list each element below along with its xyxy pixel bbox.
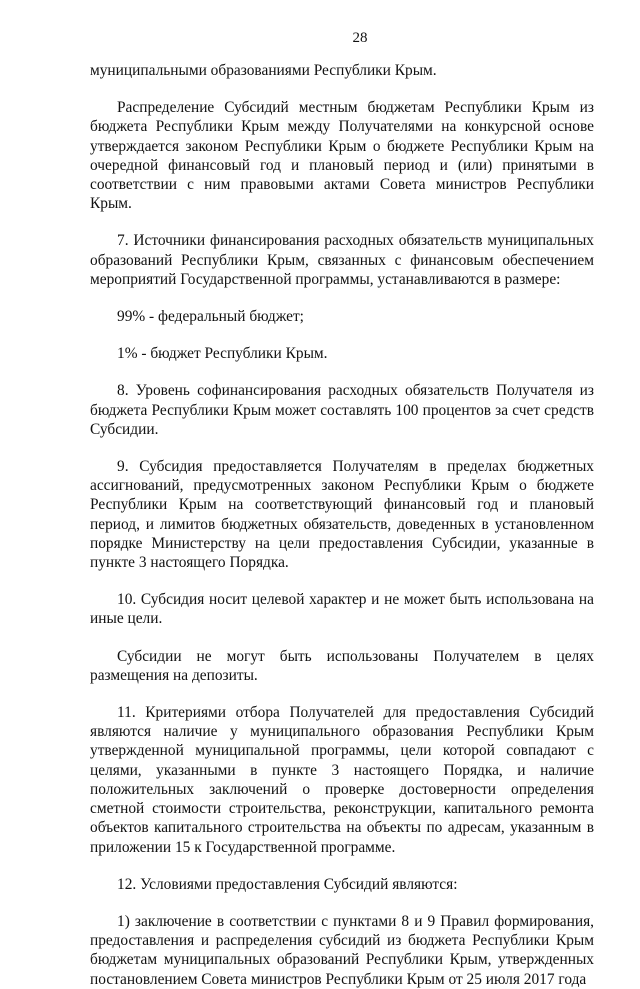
- paragraph-regional-share: 1% - бюджет Республики Крым.: [117, 345, 328, 363]
- paragraph-item-7: 7. Источники финансирования расходных обязательств муниципальных образований Республики Крым, связанных с финансовым обеспечением мероприятий Государственной программы, устанавливаются в размере:: [90, 232, 594, 288]
- paragraph-item-12: 12. Условиями предоставления Субсидий являются:: [117, 875, 458, 893]
- paragraph-federal-share: 99% - федеральный бюджет;: [117, 308, 304, 326]
- paragraph-item-11: 11. Критериями отбора Получателей для предоставления Субсидий являются наличие у муниципального образования Республики Крым утвержденной муниципальной программы, цели которой совпадают с целями, указанными в пункте 3 настоящего Порядка, и наличие положительных заключений о проверке достоверности определения сметной стоимости строительства, реконструкции, капитального ремонта объектов капитального строительства на объекты по адресам, указанным в приложении 15 к Государственной программе.: [90, 704, 594, 856]
- paragraph-deposits: Субсидии не могут быть использованы Получателем в целях размещения на депозиты.: [90, 647, 594, 684]
- paragraph-item-9: 9. Субсидия предоставляется Получателям в пределах бюджетных ассигнований, предусмотренных законом Республики Крым о бюджете Республики Крым на соответствующий финансовый год и плановый период, и лимитов бюджетных обязательств, доведенных в установленном порядке Министерству на цели предоставления Субсидии, указанные в пункте 3 настоящего Порядка.: [90, 458, 594, 572]
- paragraph-item-8: 8. Уровень софинансирования расходных обязательств Получателя из бюджета Республики Крым может составлять 100 процентов за счет средств Субсидии.: [90, 382, 594, 438]
- paragraph-distribution: Распределение Субсидий местным бюджетам Республики Крым из бюджета Республики Крым между Получателями на конкурсной основе утверждается законом Республики Крым о бюджете Республики Крым на очередной финансовый год и плановый период и (или) принятыми в соответствии с ним правовыми актами Совета министров Республики Крым.: [90, 99, 594, 213]
- document-page: [90, 30, 594, 989]
- paragraph-item-10: 10. Субсидия носит целевой характер и не может быть использована на иные цели.: [90, 591, 594, 628]
- paragraph-continuation: муниципальными образованиями Республики Крым.: [90, 62, 437, 79]
- page-number: 28: [352, 30, 368, 46]
- paragraph-subitem-1: 1) заключение в соответствии с пунктами 8 и 9 Правил формирования, предоставления и распределения субсидий из бюджета Республики Крым бюджетам муниципальных образований Республики Крым, утвержденных постановлением Совета министров Республики Крым от 25 июля 2017 года: [90, 912, 594, 988]
